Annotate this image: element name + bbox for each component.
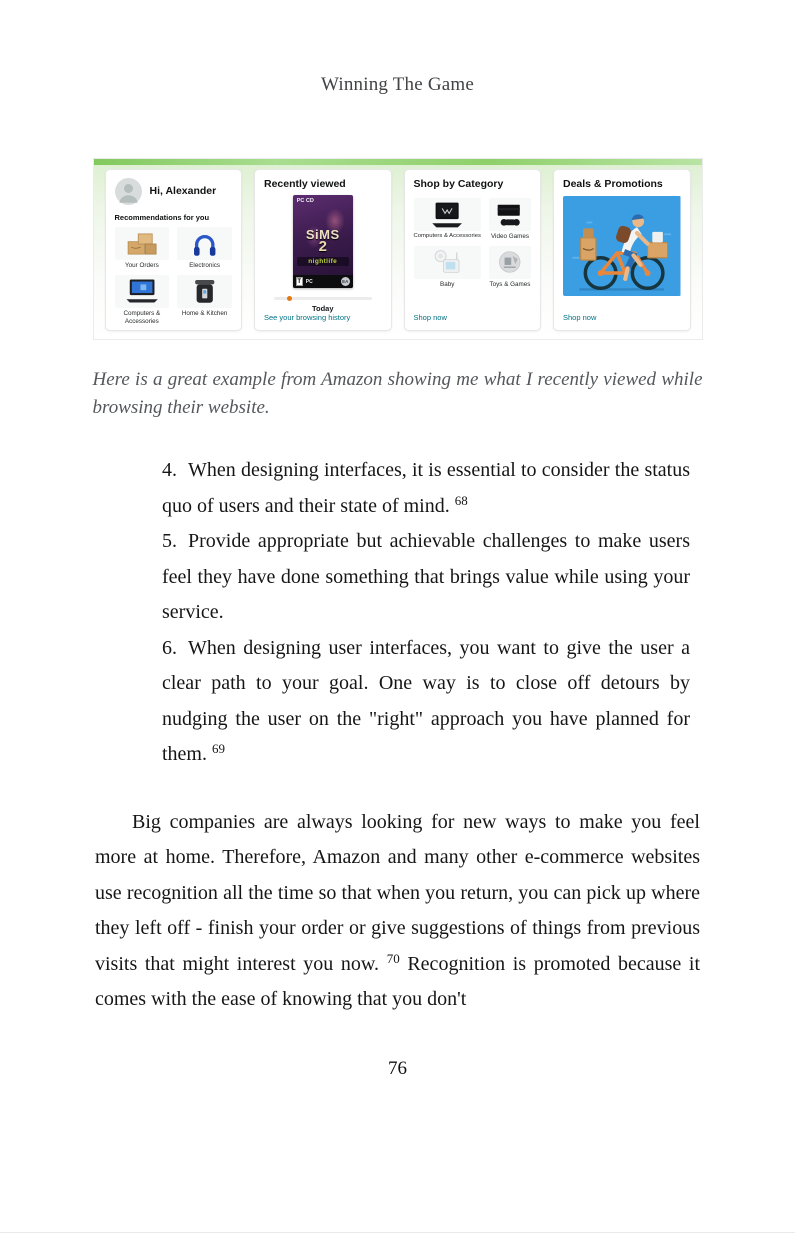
tile-label: Your Orders [125,262,159,269]
tile-label: Computers & Accessories [123,309,161,325]
tile-your-orders[interactable] [115,227,170,270]
today-label: Today [311,304,334,313]
footnote-ref-70: 70 [386,950,400,966]
tile-baby[interactable] [414,246,481,289]
list-text: When designing user interfaces, you want to give the user a clear path to your goal. One way is to close off detours by nudging the user on the "right" approach you have planned for them. [162,636,690,765]
amazon-screenshot-figure [93,158,703,340]
guidelines-list [162,453,690,773]
card-shop-by-category [404,169,542,331]
tile-electronics[interactable] [177,227,232,270]
gaming-laptop-icon [414,198,481,231]
list-number: 5. [162,530,177,552]
page-number: 76 [388,1057,407,1079]
headphones-icon [177,227,232,260]
list-item-5 [162,524,690,631]
category-grid [414,198,532,289]
carousel-dot-icon [287,296,292,301]
list-text: Provide appropriate but achievable challenges to make users feel they have done something that brings value while using your service. [162,530,690,623]
sims2-nightlife-game-box[interactable] [293,195,353,288]
shop-by-category-title: Shop by Category [413,178,504,190]
tile-label: Computers & Accessories [413,233,481,240]
list-text: When designing interfaces, it is essential to consider the status quo of users and their state of mind. [162,459,690,517]
amazon-cards-row [94,165,702,341]
card-greeting [105,169,243,331]
figure-caption: Here is a great example from Amazon showing me what I recently viewed while browsing their website. [92,369,703,418]
list-number: 6. [162,636,177,659]
tile-video-games[interactable] [489,198,531,241]
see-browsing-history-link[interactable]: See your browsing history [264,313,351,322]
body-paragraph [95,805,700,1018]
tile-label: Baby [440,280,455,288]
pc-label: PC [305,278,313,285]
body-text-part1: Big companies are always looking for new ways to make you feel more at home. Therefore, Amazon and many other e-commerce websites use recognition all the time so that when you return, you can pick up where they left off - finish your order or give suggestions of things from previous visits that might interest you now. [95,810,700,975]
esrb-rating-icon: T [297,278,302,285]
delivery-cyclist-illustration [563,196,681,296]
tile-label: Toys & Games [489,280,531,288]
ea-logo-icon: EA [342,279,349,285]
tile-label: Video Games [490,233,529,241]
page-bottom-divider [0,1232,795,1233]
shop-now-link[interactable]: Shop now [413,313,447,322]
recently-viewed-title: Recently viewed [264,178,346,190]
carousel-indicator[interactable] [274,297,372,300]
game-box-bottom-strip [293,275,353,288]
game-subtitle: nightlife [297,257,349,266]
recommendations-grid [115,227,233,326]
laptop-icon [115,275,170,308]
list-item-6 [162,631,690,773]
card-recently-viewed [254,169,392,331]
greeting-header [115,178,233,205]
running-header: Winning The Game [321,74,474,95]
footnote-ref-68: 68 [454,492,468,508]
game-console-icon [489,198,531,231]
person-avatar-icon [115,178,142,205]
list-number: 4. [162,459,177,481]
toy-globe-icon [489,246,531,279]
recommendations-label: Recommendations for you [114,213,210,222]
package-boxes-icon [115,227,170,260]
tile-computers-accessories[interactable] [414,198,481,241]
game-title: SiMS [305,227,340,243]
list-item-4 [162,453,690,524]
shop-now-link[interactable]: Shop now [563,313,597,322]
tile-label: Home & Kitchen [181,309,228,317]
footnote-ref-69: 69 [212,741,225,756]
greeting-title: Hi, Alexander [149,185,217,198]
card-deals-promotions [553,169,691,331]
platform-label: PC CD [296,198,314,205]
pressure-cooker-icon [177,275,232,308]
deals-title: Deals & Promotions [563,178,663,190]
baby-monitor-icon [414,246,481,279]
tile-computers-accessories[interactable] [115,275,170,326]
game-number: 2 [318,238,327,256]
tile-home-kitchen[interactable] [177,275,232,326]
tile-toys-games[interactable] [489,246,531,289]
body-text-part2: Recognition is promoted because it comes with the ease of knowing that you don't [95,952,701,1010]
tile-label: Electronics [189,262,221,269]
